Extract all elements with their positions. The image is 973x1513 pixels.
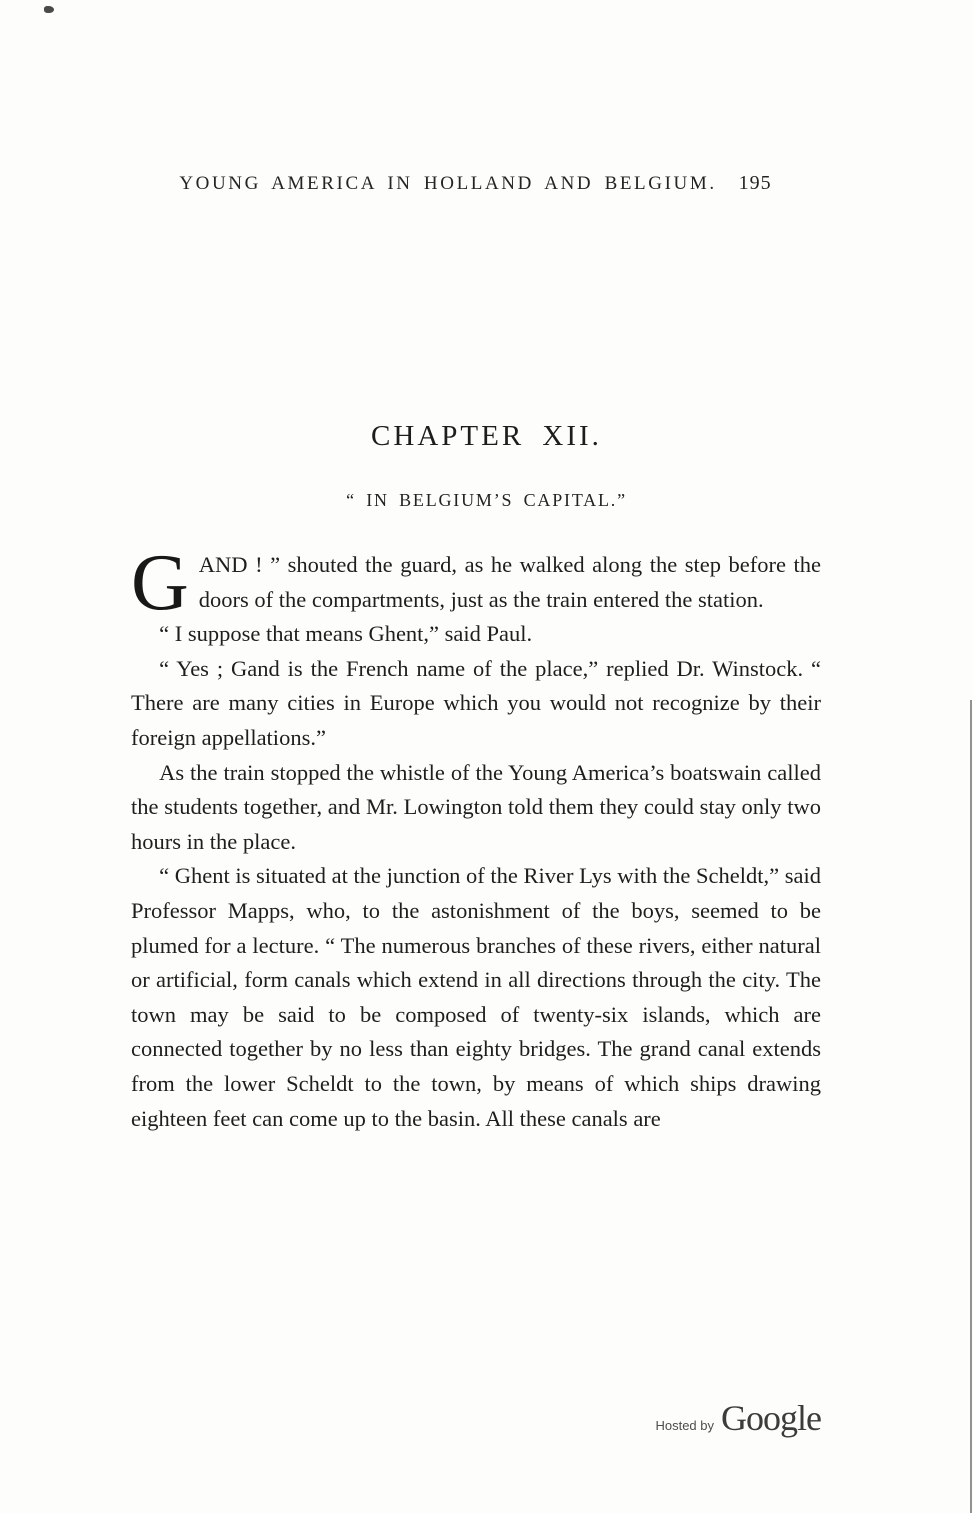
paragraph: “ I suppose that means Ghent,” said Paul. — [159, 621, 533, 647]
page-number: 195 — [738, 172, 772, 194]
google-logo: Google — [721, 1398, 821, 1438]
paragraph — [131, 539, 821, 627]
scan-artifact-edge — [970, 700, 972, 1513]
paragraph: “ Ghent is situated at the junction of the River Lys with the Scheldt,” said Professor Mapps, who, to the astonishment of the boys, seemed to be plumed for a lecture. “ The numerous branches of these rivers, either natural or artificial, form canals which extend in all directions through the city. The town may be said to be composed of twenty-six islands, which are connected together by no less than eighty bridges. The grand canal extends from the lower Scheldt to the town, by means of which ships drawing eighteen feet can come up to the basin. All these canals are — [131, 863, 821, 1131]
scan-artifact-speck — [44, 6, 54, 13]
paragraph: “ Yes ; Gand is the French name of the place,” replied Dr. Winstock. “ There are many cities in Europe which you would not recognize by their foreign appellations.” — [131, 655, 821, 750]
running-title: YOUNG AMERICA IN HOLLAND AND BELGIUM. — [179, 173, 717, 194]
paragraph-text: AND ! ” shouted the guard, as he walked along the step before the doors of the compartments, just as the train entered the station. — [198, 552, 821, 612]
running-header — [130, 172, 821, 195]
body-text — [131, 539, 821, 1136]
footer — [655, 1397, 821, 1439]
drop-cap: G — [131, 539, 189, 627]
chapter-subtitle: “ IN BELGIUM’S CAPITAL.” — [346, 490, 627, 510]
hosted-by-label: Hosted by — [655, 1418, 715, 1433]
chapter-heading: CHAPTER XII. — [371, 420, 602, 452]
paragraph: As the train stopped the whistle of the Young America’s boatswain called the students together, and Mr. Lowington told them they could stay only two hours in the place. — [131, 759, 821, 854]
